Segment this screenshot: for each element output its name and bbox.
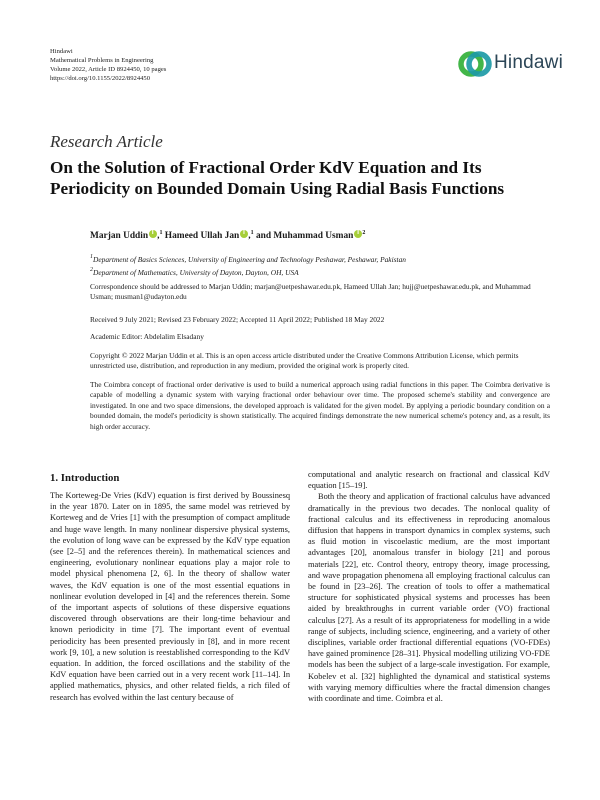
section-heading: 1. Introduction [50,472,120,484]
author-affiliation-sup: 2 [362,230,366,236]
affiliation-item [90,265,406,278]
hindawi-brand[interactable] [458,44,563,84]
author-separator: , [248,231,251,241]
affiliations [90,252,406,278]
journal-doi-link[interactable]: https://doi.org/10.1155/2022/8924450 [50,75,151,82]
orcid-icon[interactable] [149,230,157,238]
author-affiliation-sup: 1 [250,230,254,236]
abstract: The Coimbra concept of fractional order derivative is used to build a numerical approach using radial functions in this paper. The Coimbra derivative is capable of modelling a dynamic system with varying fractional order behaviour over time. The proposed scheme's stability and convergence are investigated. In one and two space dimensions, the developed approach is validated for the given model. By applying a periodic boundary condition on a bounded domain, the model's periodicity is shown statistically. The acquired findings demonstrate the new numerical scheme's potency and, as a result, its high order accuracy. [90,380,550,431]
affiliation-item [90,252,406,265]
paragraph: computational and analytic research on fractional and classical KdV equation [15–19]. [308,470,550,491]
author-and-text: and [255,231,272,241]
author-affiliation-sup: 1 [159,230,163,236]
copyright-notice: Copyright © 2022 Marjan Uddin et al. This is an open access article distributed under the Creative Commons Attribution License, which permits unrestricted use, distribution, and reproduction in any medium, provided the original work is properly cited. [90,351,519,371]
body-column-left [50,490,290,703]
article-title: On the Solution of Fractional Order KdV Equation and Its Periodicity on Bounded Domain Using Radial Basis Functions [50,158,505,198]
author-separator: , [157,231,160,241]
academic-editor: Academic Editor: Abdelalim Elsadany [90,332,204,341]
correspondence: Correspondence should be addressed to Marjan Uddin; marjan@uetpeshawar.edu.pk, Hameed Ullah Jan; hujj@uetpeshawar.edu.pk, and Muhammad Usman; musman1@udayton.edu [90,282,531,302]
publication-dates: Received 9 July 2021; Revised 23 February 2022; Accepted 11 April 2022; Published 18 May 2022 [90,315,385,324]
journal-publisher: Hindawi [50,48,73,55]
body-column-right [308,469,550,704]
affiliation-sup: 1 [90,254,93,260]
affiliation-text: Department of Basics Sciences, University of Engineering and Technology Peshawar, Peshawar, Pakistan [93,255,406,264]
paragraph: The Korteweg-De Vries (KdV) equation is first derived by Boussinesq in the year 1870. Later on in 1895, the same model was retrieved by Korteweg and de Vries [1] with the presumption of compact amplitude and huge wave length. In many nonlinear dispersive physical systems, the evolution of long wave can be expressed by the KdV type equation (see [2–5] and the references therein). In mathematical sciences and engineering, evolutionary nonlinear equations play a major role to model physical phenomena [2, 6]. In the theory of shallow water waves, the KdV equation is one of the most essential equations in nonlinear evolution developed in [4] and the references therein. Some of the important aspects of solutions of these dispersive equations discovered through observations are their long-time behaviour and known periodicity in time [7]. The important event of eventual periodicity has been presented previously in [8], and in more recent work [9, 10], a new solution is reestablished corresponding to the KdV equation. In addition, the forced oscillations and the stability of the KdV equation have been carried out in a very recent work [11–14]. In applied mathematics, physics, and other related fields, a rich filed of research has evolved within the last century because of [50,491,290,702]
brand-name: Hindawi [494,52,563,73]
hindawi-rings-logo-icon [458,47,492,81]
affiliation-text: Department of Mathematics, University of Dayton, Dayton, OH, USA [93,268,299,277]
orcid-icon[interactable] [354,230,362,238]
author-name[interactable]: Marjan Uddin [90,231,149,241]
article-type: Research Article [50,132,163,151]
journal-name: Mathematical Problems in Engineering [50,57,154,64]
journal-volume: Volume 2022, Article ID 8924450, 10 pages [50,66,167,73]
journal-meta [50,47,166,83]
affiliation-sup: 2 [90,267,93,273]
author-name[interactable]: Hameed Ullah Jan [164,231,240,241]
author-name[interactable]: Muhammad Usman [273,231,354,241]
author-list [90,230,365,241]
paragraph: Both the theory and application of fractional calculus have advanced dramatically in the previous two decades. The nonlocal quality of fractional calculus and its effectiveness in reproducing anomalous diffusion that happens in transport dynamics in complex systems, such as fluid motion in viscoelastic medium, are the most important advantages [20], anomalous transfer in biology [21] and porous materials [22], etc. Control theory, entropy theory, image processing, and wave propagation phenomena all employing fractional calculus can be found in [23–26]. The creation of tools to offer a mathematical structure for sophisticated physical systems and processes has been aided by breakthroughs in current variable order (VO) fractional calculus [27]. As a result of its appropriateness for modelling in a wide range of subjects, including science, engineering, and a variety of other disciplines, variable order fractional differential equations (VO-FDEs) have gained prominence [28–31]. Physical modelling utilizing VO-FDE models has been the subject of a large-scale investigation. For example, Kobelev et al. [32] highlighted the dynamical and statistical systems with varying memory difficulties where the fractal dimension changes with coordinate and time. Coimbra et al. [308,492,550,704]
